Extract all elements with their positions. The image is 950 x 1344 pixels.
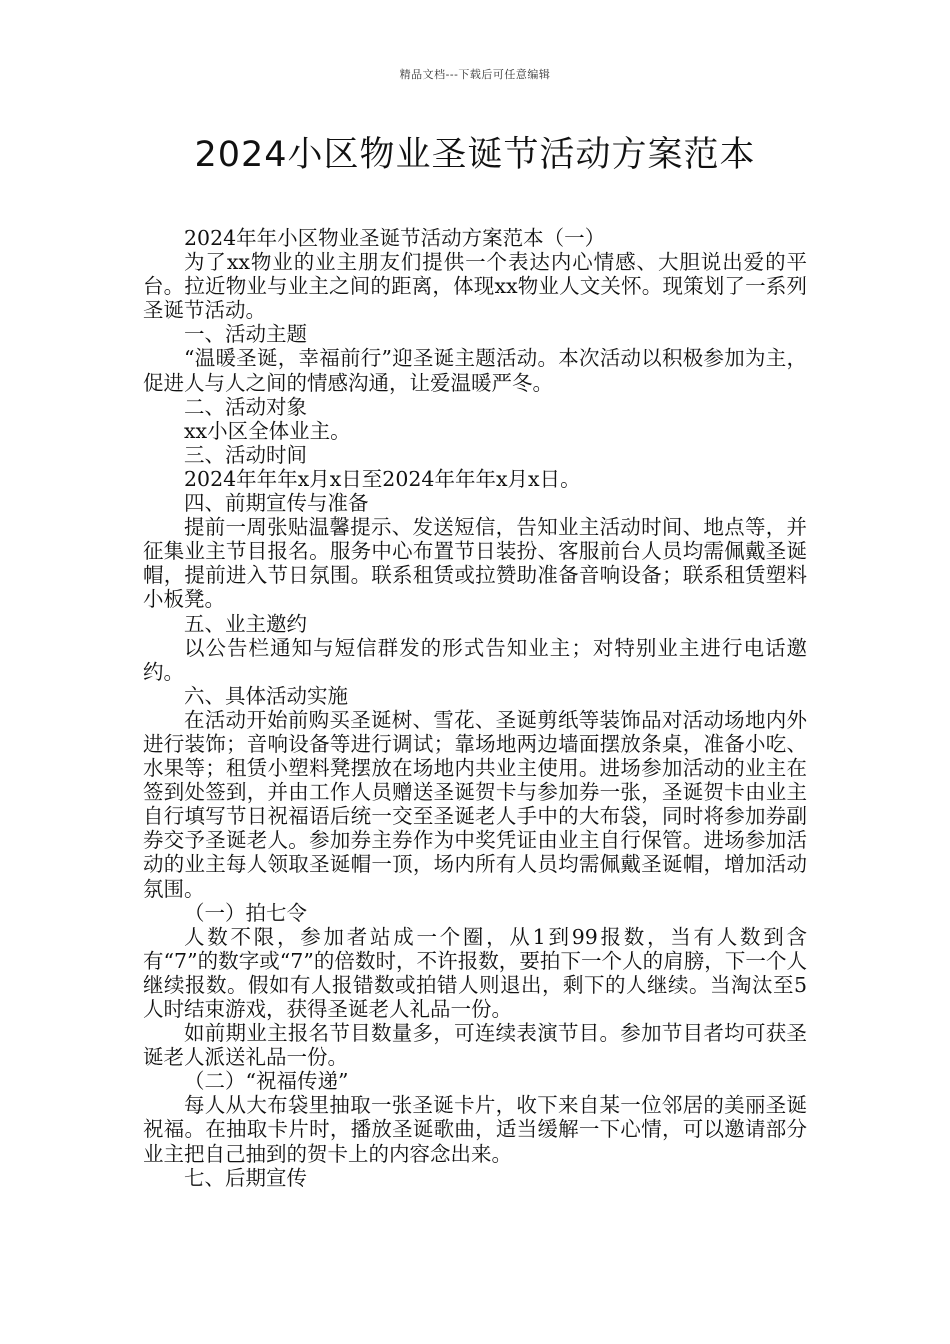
section-heading-preparation: 四、前期宣传与准备: [184, 491, 369, 516]
paragraph-intro: 为了xx物业的业主朋友们提供一个表达内心情感、大胆说出爱的平台。拉近物业与业主之间的距离，体现xx物业人文关怀。现策划了一系列圣诞节活动。: [143, 250, 807, 323]
header-note: 精品文档---下载后可任意编辑: [399, 68, 551, 81]
document-title: 2024小区物业圣诞节活动方案范本: [194, 135, 756, 175]
paragraph-theme: “温暖圣诞，幸福前行”迎圣诞主题活动。本次活动以积极参加为主，促进人与人之间的情感沟通，让爱温暖严冬。: [143, 346, 807, 395]
paragraph-audience: xx小区全体业主。: [184, 418, 351, 443]
section-heading-audience: 二、活动对象: [184, 394, 307, 419]
paragraph-game: 人数不限，参加者站成一个圈，从1到99报数，当有人数到含有“7”的数字或“7”的倍数时，不许报数，要拍下一个人的肩膀，下一个人继续报数。假如有人报错数或拍错人则退出，剩下的人继续。当淘汰至5人时结束游戏，获得圣诞老人礼品一份。: [143, 924, 807, 1021]
subsection-heading-blessing: （二）“祝福传递”: [184, 1069, 349, 1094]
subsection-heading-game: （一）拍七令: [184, 900, 307, 925]
paragraph-performances: 如前期业主报名节目数量多，可连续表演节目。参加节目者均可获圣诞老人派送礼品一份。: [143, 1021, 807, 1070]
section-heading-publicity: 七、后期宣传: [184, 1165, 307, 1190]
paragraph-preparation: 提前一周张贴温馨提示、发送短信，告知业主活动时间、地点等，并征集业主节目报名。服务中心布置节日装扮、客服前台人员均需佩戴圣诞帽，提前进入节日氛围。联系租赁或拉赞助准备音响设备；联系租赁塑料小板凳。: [143, 515, 807, 612]
paragraph-time: 2024年年年x月x日至2024年年年x月x日。: [184, 466, 581, 491]
paragraph-invitation: 以公告栏通知与短信群发的形式告知业主；对特别业主进行电话邀约。: [143, 635, 807, 684]
section-heading-implementation: 六、具体活动实施: [184, 683, 348, 708]
section-heading-time: 三、活动时间: [184, 442, 307, 467]
paragraph-implementation: 在活动开始前购买圣诞树、雪花、圣诞剪纸等装饰品对活动场地内外进行装饰；音响设备等进行调试；靠场地两边墙面摆放条桌，准备小吃、水果等；租赁小塑料凳摆放在场地内共业主使用。进场参加活动的业主在签到处签到，并由工作人员赠送圣诞贺卡与参加券一张，圣诞贺卡由业主自行填写节日祝福语后统一交至圣诞老人手中的大布袋，同时将参加券副券交予圣诞老人。参加券主券作为中奖凭证由业主自行保管。进场参加活动的业主每人领取圣诞帽一顶，场内所有人员均需佩戴圣诞帽，增加活动氛围。: [143, 707, 807, 901]
section-heading-theme: 一、活动主题: [184, 322, 307, 347]
paragraph-blessing: 每人从大布袋里抽取一张圣诞卡片，收下来自某一位邻居的美丽圣诞祝福。在抽取卡片时，播放圣诞歌曲，适当缓解一下心情，可以邀请部分业主把自己抽到的贺卡上的内容念出来。: [143, 1093, 807, 1166]
paragraph-subtitle: 2024年年小区物业圣诞节活动方案范本（一）: [184, 226, 606, 250]
document-body: [143, 226, 807, 1190]
section-heading-invitation: 五、业主邀约: [184, 611, 307, 636]
